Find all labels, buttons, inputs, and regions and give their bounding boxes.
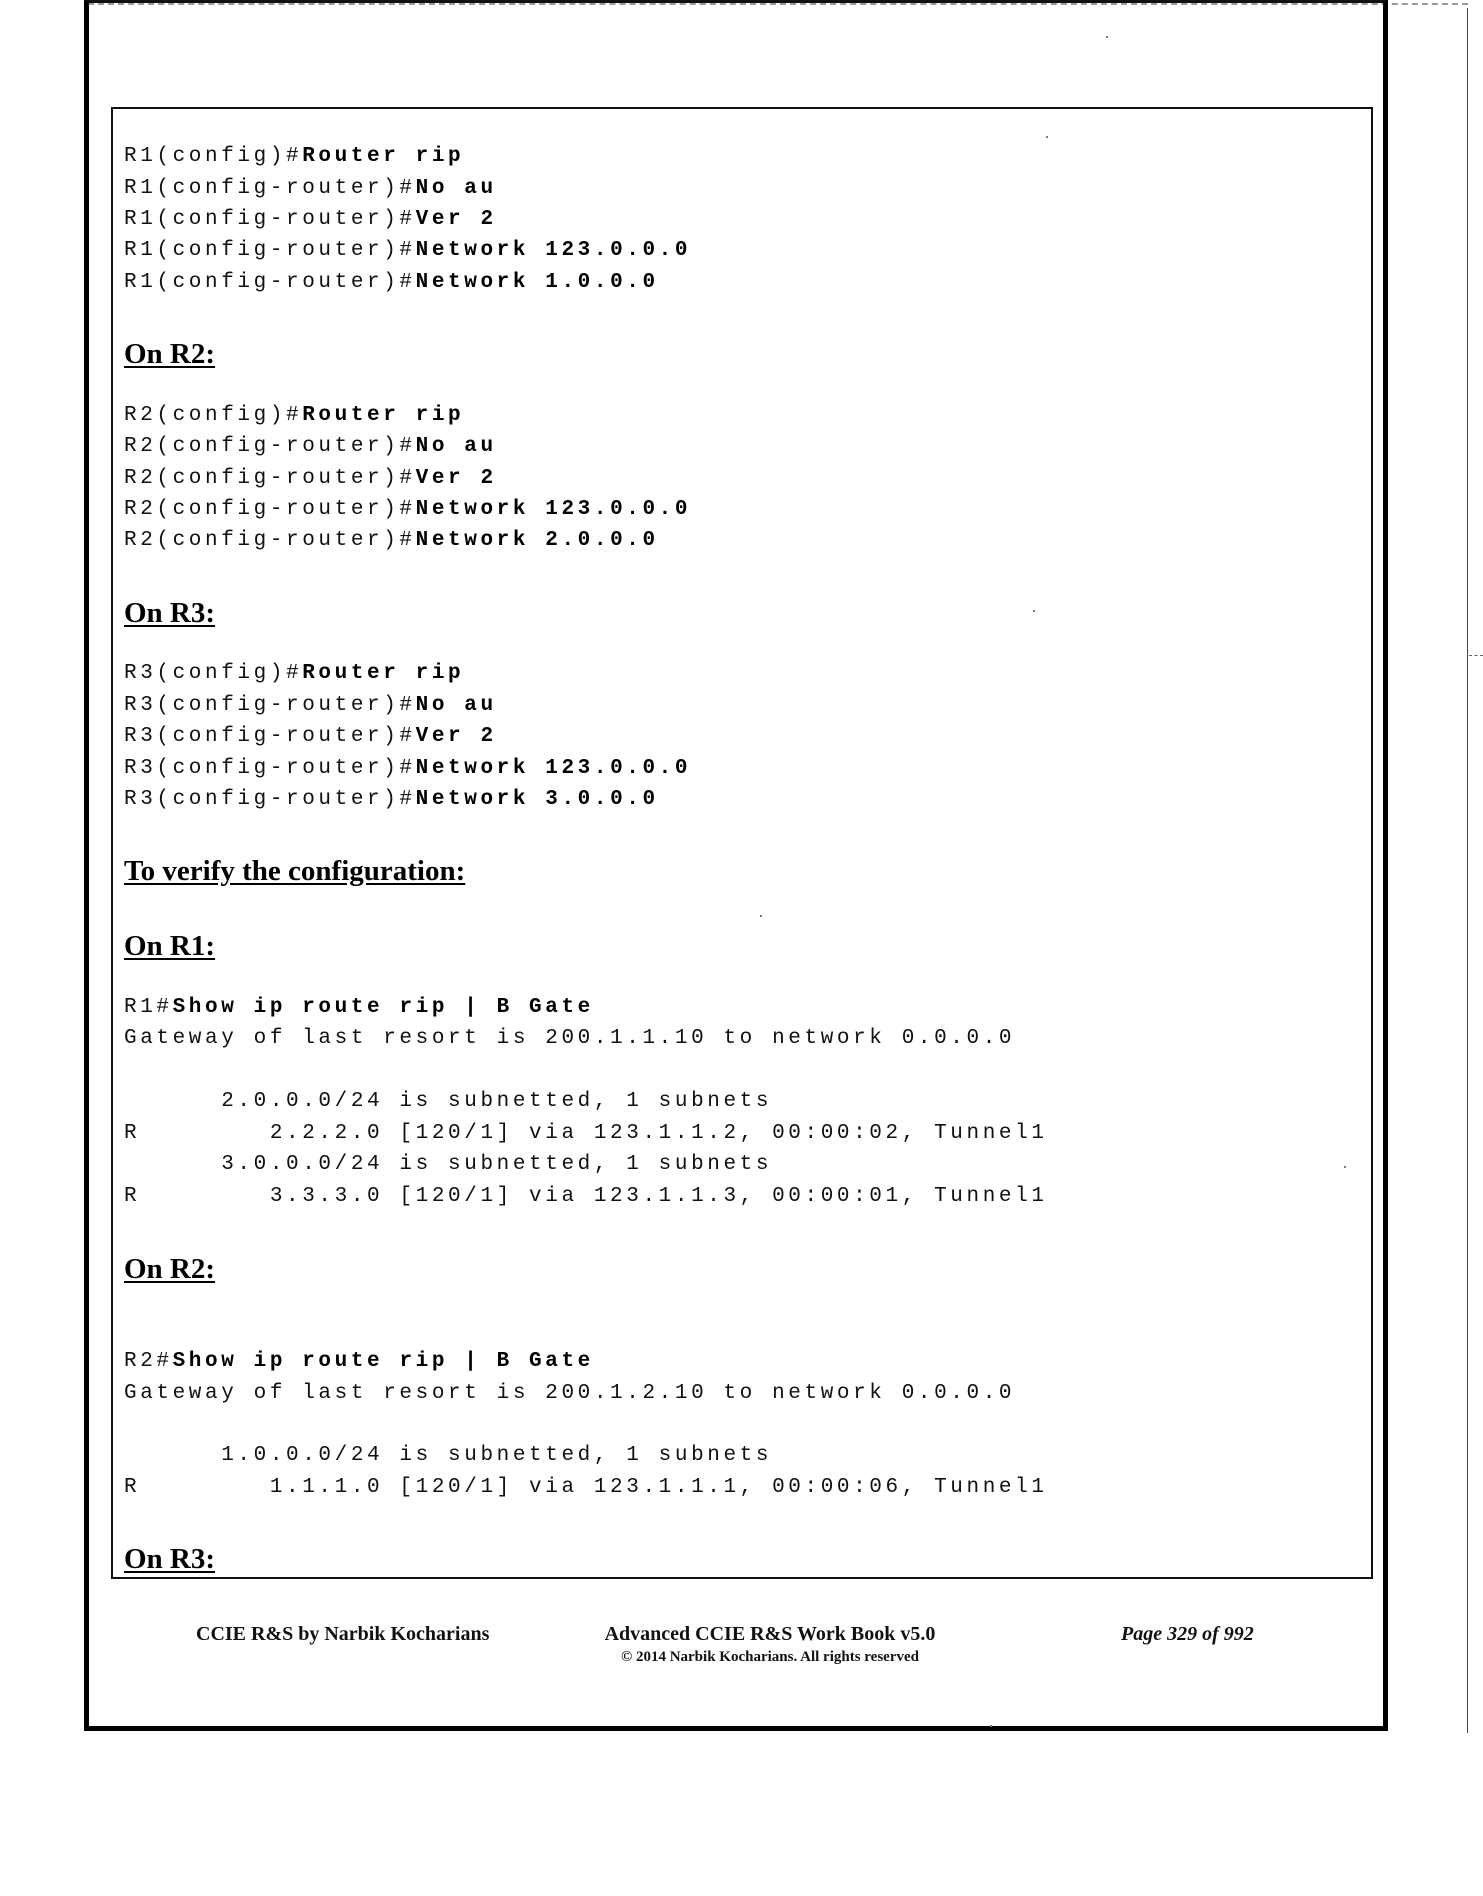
config-line	[124, 690, 497, 721]
config-line	[124, 463, 497, 494]
command: Show ip route rip | B Gate	[172, 996, 594, 1019]
command: Network 123.0.0.0	[415, 757, 692, 780]
scan-speck	[1046, 136, 1048, 138]
prompt: R1(config-router)#	[124, 239, 416, 262]
output-line: Gateway of last resort is 200.1.2.10 to network 0.0.0.0	[124, 1382, 1016, 1405]
output-line: 2.0.0.0/24 is subnetted, 1 subnets	[124, 1090, 773, 1113]
prompt: R2(config-router)#	[124, 435, 416, 458]
config-line	[124, 658, 464, 689]
config-line	[124, 525, 659, 556]
command: Network 2.0.0.0	[415, 529, 659, 552]
show-command-line	[124, 1346, 594, 1377]
output-line: R 3.3.3.0 [120/1] via 123.1.1.3, 00:00:01, Tunnel1	[124, 1185, 1048, 1208]
scan-speck	[760, 915, 762, 917]
section-heading: On R3:	[124, 597, 216, 629]
prompt: R1(config-router)#	[124, 271, 416, 294]
command: Ver 2	[415, 467, 497, 490]
config-line	[124, 753, 691, 784]
command: Network 3.0.0.0	[415, 788, 659, 811]
command: No au	[415, 177, 497, 200]
command: Network 123.0.0.0	[415, 498, 692, 521]
page-number: Page 329 of 992	[1121, 1623, 1254, 1645]
prompt: R1#	[124, 996, 173, 1019]
prompt: R2(config-router)#	[124, 498, 416, 521]
config-line	[124, 431, 497, 462]
scan-speck	[1033, 610, 1035, 612]
command: Network 1.0.0.0	[415, 271, 659, 294]
prompt: R3(config-router)#	[124, 788, 416, 811]
scan-speck	[1106, 36, 1108, 38]
command: Router rip	[302, 662, 465, 685]
config-line	[124, 721, 497, 752]
show-command-line	[124, 992, 594, 1023]
config-line	[124, 173, 497, 204]
footer-title-block	[560, 1621, 980, 1667]
config-line	[124, 204, 497, 235]
scan-speck	[1344, 1166, 1346, 1168]
output-line: R 2.2.2.0 [120/1] via 123.1.1.2, 00:00:02, Tunnel1	[124, 1122, 1048, 1145]
prompt: R3(config)#	[124, 662, 303, 685]
scan-edge-tick	[1469, 655, 1483, 656]
prompt: R1(config)#	[124, 145, 303, 168]
output-line: 1.0.0.0/24 is subnetted, 1 subnets	[124, 1444, 773, 1467]
footer-author: CCIE R&S by Narbik Kocharians	[196, 1623, 490, 1645]
footer-copyright: © 2014 Narbik Kocharians. All rights reserved	[620, 1649, 919, 1665]
section-heading: To verify the configuration:	[124, 855, 466, 887]
config-line	[124, 400, 464, 431]
command: No au	[415, 435, 497, 458]
command: Ver 2	[415, 725, 497, 748]
output-line: 3.0.0.0/24 is subnetted, 1 subnets	[124, 1153, 773, 1176]
command: Show ip route rip | B Gate	[172, 1350, 594, 1373]
config-line	[124, 784, 659, 815]
section-heading: On R2:	[124, 1253, 216, 1285]
command: Ver 2	[415, 208, 497, 231]
output-line: Gateway of last resort is 200.1.1.10 to network 0.0.0.0	[124, 1027, 1016, 1050]
prompt: R2(config)#	[124, 404, 303, 427]
footer-book-title: Advanced CCIE R&S Work Book v5.0	[604, 1623, 936, 1645]
config-line	[124, 494, 691, 525]
config-line	[124, 267, 659, 298]
prompt: R2#	[124, 1350, 173, 1373]
prompt: R3(config-router)#	[124, 694, 416, 717]
config-line	[124, 141, 464, 172]
prompt: R1(config-router)#	[124, 208, 416, 231]
command: Router rip	[302, 145, 465, 168]
section-heading: On R1:	[124, 930, 216, 962]
output-line: R 1.1.1.0 [120/1] via 123.1.1.1, 00:00:06, Tunnel1	[124, 1476, 1048, 1499]
scan-edge-line	[1467, 8, 1468, 1733]
section-heading: On R2:	[124, 338, 216, 370]
prompt: R3(config-router)#	[124, 757, 416, 780]
prompt: R2(config-router)#	[124, 467, 416, 490]
scan-speck	[990, 1725, 992, 1727]
command: Network 123.0.0.0	[415, 239, 692, 262]
command: Router rip	[302, 404, 465, 427]
config-line	[124, 235, 691, 266]
section-heading: On R3:	[124, 1543, 216, 1575]
command: No au	[415, 694, 497, 717]
prompt: R2(config-router)#	[124, 529, 416, 552]
prompt: R3(config-router)#	[124, 725, 416, 748]
prompt: R1(config-router)#	[124, 177, 416, 200]
